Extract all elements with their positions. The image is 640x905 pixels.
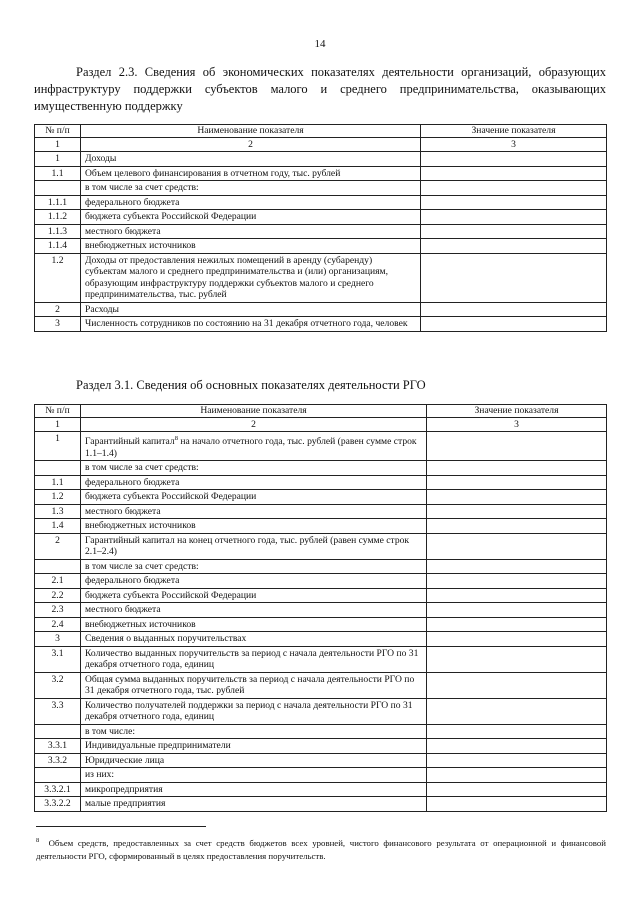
column-header-value: Значение показателя <box>427 405 607 418</box>
column-header-value: Значение показателя <box>421 125 607 138</box>
table-row <box>35 490 607 505</box>
row-number: 1.2 <box>35 253 81 302</box>
section-3-1-heading: Раздел 3.1. Сведения об основных показателях деятельности РГО <box>76 378 426 392</box>
row-indicator-name: Численность сотрудников по состоянию на 31 декабря отчетного года, человек <box>81 317 421 332</box>
table-row <box>35 181 607 196</box>
table-row <box>35 559 607 574</box>
row-value <box>421 152 607 167</box>
row-value <box>427 698 607 724</box>
row-value <box>427 519 607 534</box>
row-indicator-name: внебюджетных источников <box>81 239 421 254</box>
column-header-number: № п/п <box>35 125 81 138</box>
table-row <box>35 739 607 754</box>
row-value <box>427 753 607 768</box>
row-number: 2 <box>35 302 81 317</box>
table-row <box>35 152 607 167</box>
table-row <box>35 475 607 490</box>
row-number: 3.3.2.2 <box>35 797 81 812</box>
row-number <box>35 768 81 783</box>
row-indicator-name: Доходы от предоставления нежилых помещений в аренду (субаренду) субъектам малого и среднего предпринимательства и (или) организациям, образующим инфраструктуру поддержки субъектов малого и среднего предпринимательства, тыс. рублей <box>81 253 421 302</box>
row-value <box>421 253 607 302</box>
row-value <box>427 617 607 632</box>
row-number: 2.2 <box>35 588 81 603</box>
table-row <box>35 724 607 739</box>
table-row <box>35 632 607 647</box>
footnote <box>36 834 606 863</box>
economic-indicators-table <box>34 124 607 332</box>
row-number: 1 <box>35 152 81 167</box>
table-row <box>35 239 607 254</box>
row-indicator-name: бюджета субъекта Российской Федерации <box>81 490 427 505</box>
row-number: 2 <box>35 533 81 559</box>
row-indicator-name: местного бюджета <box>81 224 421 239</box>
row-number: 1.3 <box>35 504 81 519</box>
table-row <box>35 461 607 476</box>
table-row <box>35 166 607 181</box>
table-row <box>35 224 607 239</box>
row-indicator-name: в том числе: <box>81 724 427 739</box>
row-number <box>35 559 81 574</box>
row-indicator-name: Количество выданных поручительств за период с начала деятельности РГО по 31 декабря отчетного года, единиц <box>81 646 427 672</box>
row-value <box>427 797 607 812</box>
row-value <box>427 782 607 797</box>
table-row <box>35 603 607 618</box>
row-number: 1.1 <box>35 166 81 181</box>
row-value <box>427 533 607 559</box>
table-row <box>35 768 607 783</box>
table-row <box>35 504 607 519</box>
table-row <box>35 672 607 698</box>
row-value: 3 <box>421 137 607 152</box>
table-row <box>35 533 607 559</box>
row-number: 1.4 <box>35 519 81 534</box>
row-indicator-name: в том числе за счет средств: <box>81 461 427 476</box>
row-value <box>427 603 607 618</box>
row-value <box>427 632 607 647</box>
row-indicator-name: в том числе за счет средств: <box>81 559 427 574</box>
row-number: 3.1 <box>35 646 81 672</box>
row-value <box>427 490 607 505</box>
row-value <box>427 432 607 461</box>
table-row <box>35 253 607 302</box>
column-header-name: Наименование показателя <box>81 125 421 138</box>
row-number: 1.2 <box>35 490 81 505</box>
table-row <box>35 210 607 225</box>
row-indicator-name: микропредприятия <box>81 782 427 797</box>
row-indicator-name: в том числе за счет средств: <box>81 181 421 196</box>
row-indicator-name: из них: <box>81 768 427 783</box>
row-number: 3.3.2 <box>35 753 81 768</box>
row-indicator-name: Индивидуальные предприниматели <box>81 739 427 754</box>
row-indicator-name: Сведения о выданных поручительствах <box>81 632 427 647</box>
row-value <box>427 724 607 739</box>
row-number: 3 <box>35 632 81 647</box>
row-number <box>35 724 81 739</box>
row-value <box>421 302 607 317</box>
table-row <box>35 753 607 768</box>
row-number: 2.4 <box>35 617 81 632</box>
row-indicator-name: федерального бюджета <box>81 574 427 589</box>
row-indicator-name: федерального бюджета <box>81 475 427 490</box>
footnote-reference: 8 <box>174 435 178 442</box>
table-row <box>35 588 607 603</box>
row-indicator-name: бюджета субъекта Российской Федерации <box>81 588 427 603</box>
column-header-number: № п/п <box>35 405 81 418</box>
footnote-text: Объем средств, предоставленных за счет средств бюджетов всех уровней, чистого финансового результата от операционной и финансовой деятельности РГО, сформированный в целях предоставления поручительств. <box>36 837 606 861</box>
table-row <box>35 617 607 632</box>
row-indicator-name <box>81 432 427 461</box>
indicator-text: Гарантийный капитал <box>85 436 175 448</box>
row-number: 1.1.4 <box>35 239 81 254</box>
row-number: 2.1 <box>35 574 81 589</box>
row-indicator-name: Количество получателей поддержки за период с начала деятельности РГО по 31 декабря отчетного года, единиц <box>81 698 427 724</box>
row-value <box>427 461 607 476</box>
table-header-row <box>35 405 607 418</box>
row-number <box>35 461 81 476</box>
row-number: 3 <box>35 317 81 332</box>
row-value <box>427 504 607 519</box>
table-row <box>35 195 607 210</box>
row-indicator-name: 2 <box>81 417 427 432</box>
row-indicator-name: Общая сумма выданных поручительств за период с начала деятельности РГО по 31 декабря отчетного года, тыс. рублей <box>81 672 427 698</box>
row-indicator-name: Расходы <box>81 302 421 317</box>
row-value <box>421 224 607 239</box>
table-row <box>35 646 607 672</box>
table-row <box>35 574 607 589</box>
table-row <box>35 698 607 724</box>
row-indicator-name: внебюджетных источников <box>81 617 427 632</box>
row-indicator-name: федерального бюджета <box>81 195 421 210</box>
row-number: 1.1.1 <box>35 195 81 210</box>
row-number: 1 <box>35 137 81 152</box>
row-value <box>427 475 607 490</box>
row-value <box>427 559 607 574</box>
row-number: 1.1.2 <box>35 210 81 225</box>
row-indicator-name: бюджета субъекта Российской Федерации <box>81 210 421 225</box>
row-indicator-name: малые предприятия <box>81 797 427 812</box>
row-indicator-name: 2 <box>81 137 421 152</box>
row-value <box>427 588 607 603</box>
row-value <box>421 181 607 196</box>
row-indicator-name: Объем целевого финансирования в отчетном году, тыс. рублей <box>81 166 421 181</box>
page-number: 14 <box>314 38 326 50</box>
row-value <box>421 210 607 225</box>
row-number: 2.3 <box>35 603 81 618</box>
row-number: 3.2 <box>35 672 81 698</box>
footnote-mark: 8 <box>36 837 40 844</box>
row-number: 3.3 <box>35 698 81 724</box>
row-number: 3.3.1 <box>35 739 81 754</box>
row-indicator-name: внебюджетных источников <box>81 519 427 534</box>
row-number: 1.1.3 <box>35 224 81 239</box>
row-value <box>427 646 607 672</box>
table-row <box>35 519 607 534</box>
table-row <box>35 432 607 461</box>
row-number <box>35 181 81 196</box>
row-value <box>427 739 607 754</box>
row-number: 1 <box>35 417 81 432</box>
table-row <box>35 797 607 812</box>
footnote-divider <box>36 826 206 827</box>
indicator-text: на начало отчетного года, тыс. рублей (равен сумме строк 1.1–1.4) <box>85 436 417 459</box>
row-value <box>421 166 607 181</box>
row-value <box>421 239 607 254</box>
table-row <box>35 317 607 332</box>
row-number: 1 <box>35 432 81 461</box>
table-row <box>35 417 607 432</box>
row-value <box>421 195 607 210</box>
row-number: 1.1 <box>35 475 81 490</box>
section-2-3-heading: Раздел 2.3. Сведения об экономических показателях деятельности организаций, образующих инфраструктуру поддержки субъектов малого и среднего предпринимательства, оказывающих имущественную поддержку <box>34 65 606 113</box>
rgo-indicators-table <box>34 404 607 812</box>
row-indicator-name: Доходы <box>81 152 421 167</box>
row-value <box>427 574 607 589</box>
row-number: 3.3.2.1 <box>35 782 81 797</box>
table-row <box>35 302 607 317</box>
row-indicator-name: местного бюджета <box>81 603 427 618</box>
table-row <box>35 137 607 152</box>
table-header-row <box>35 125 607 138</box>
row-indicator-name: Гарантийный капитал на конец отчетного года, тыс. рублей (равен сумме строк 2.1–2.4) <box>81 533 427 559</box>
row-indicator-name: Юридические лица <box>81 753 427 768</box>
row-value <box>421 317 607 332</box>
row-value <box>427 672 607 698</box>
table-row <box>35 782 607 797</box>
column-header-name: Наименование показателя <box>81 405 427 418</box>
row-value <box>427 768 607 783</box>
row-indicator-name: местного бюджета <box>81 504 427 519</box>
row-value: 3 <box>427 417 607 432</box>
